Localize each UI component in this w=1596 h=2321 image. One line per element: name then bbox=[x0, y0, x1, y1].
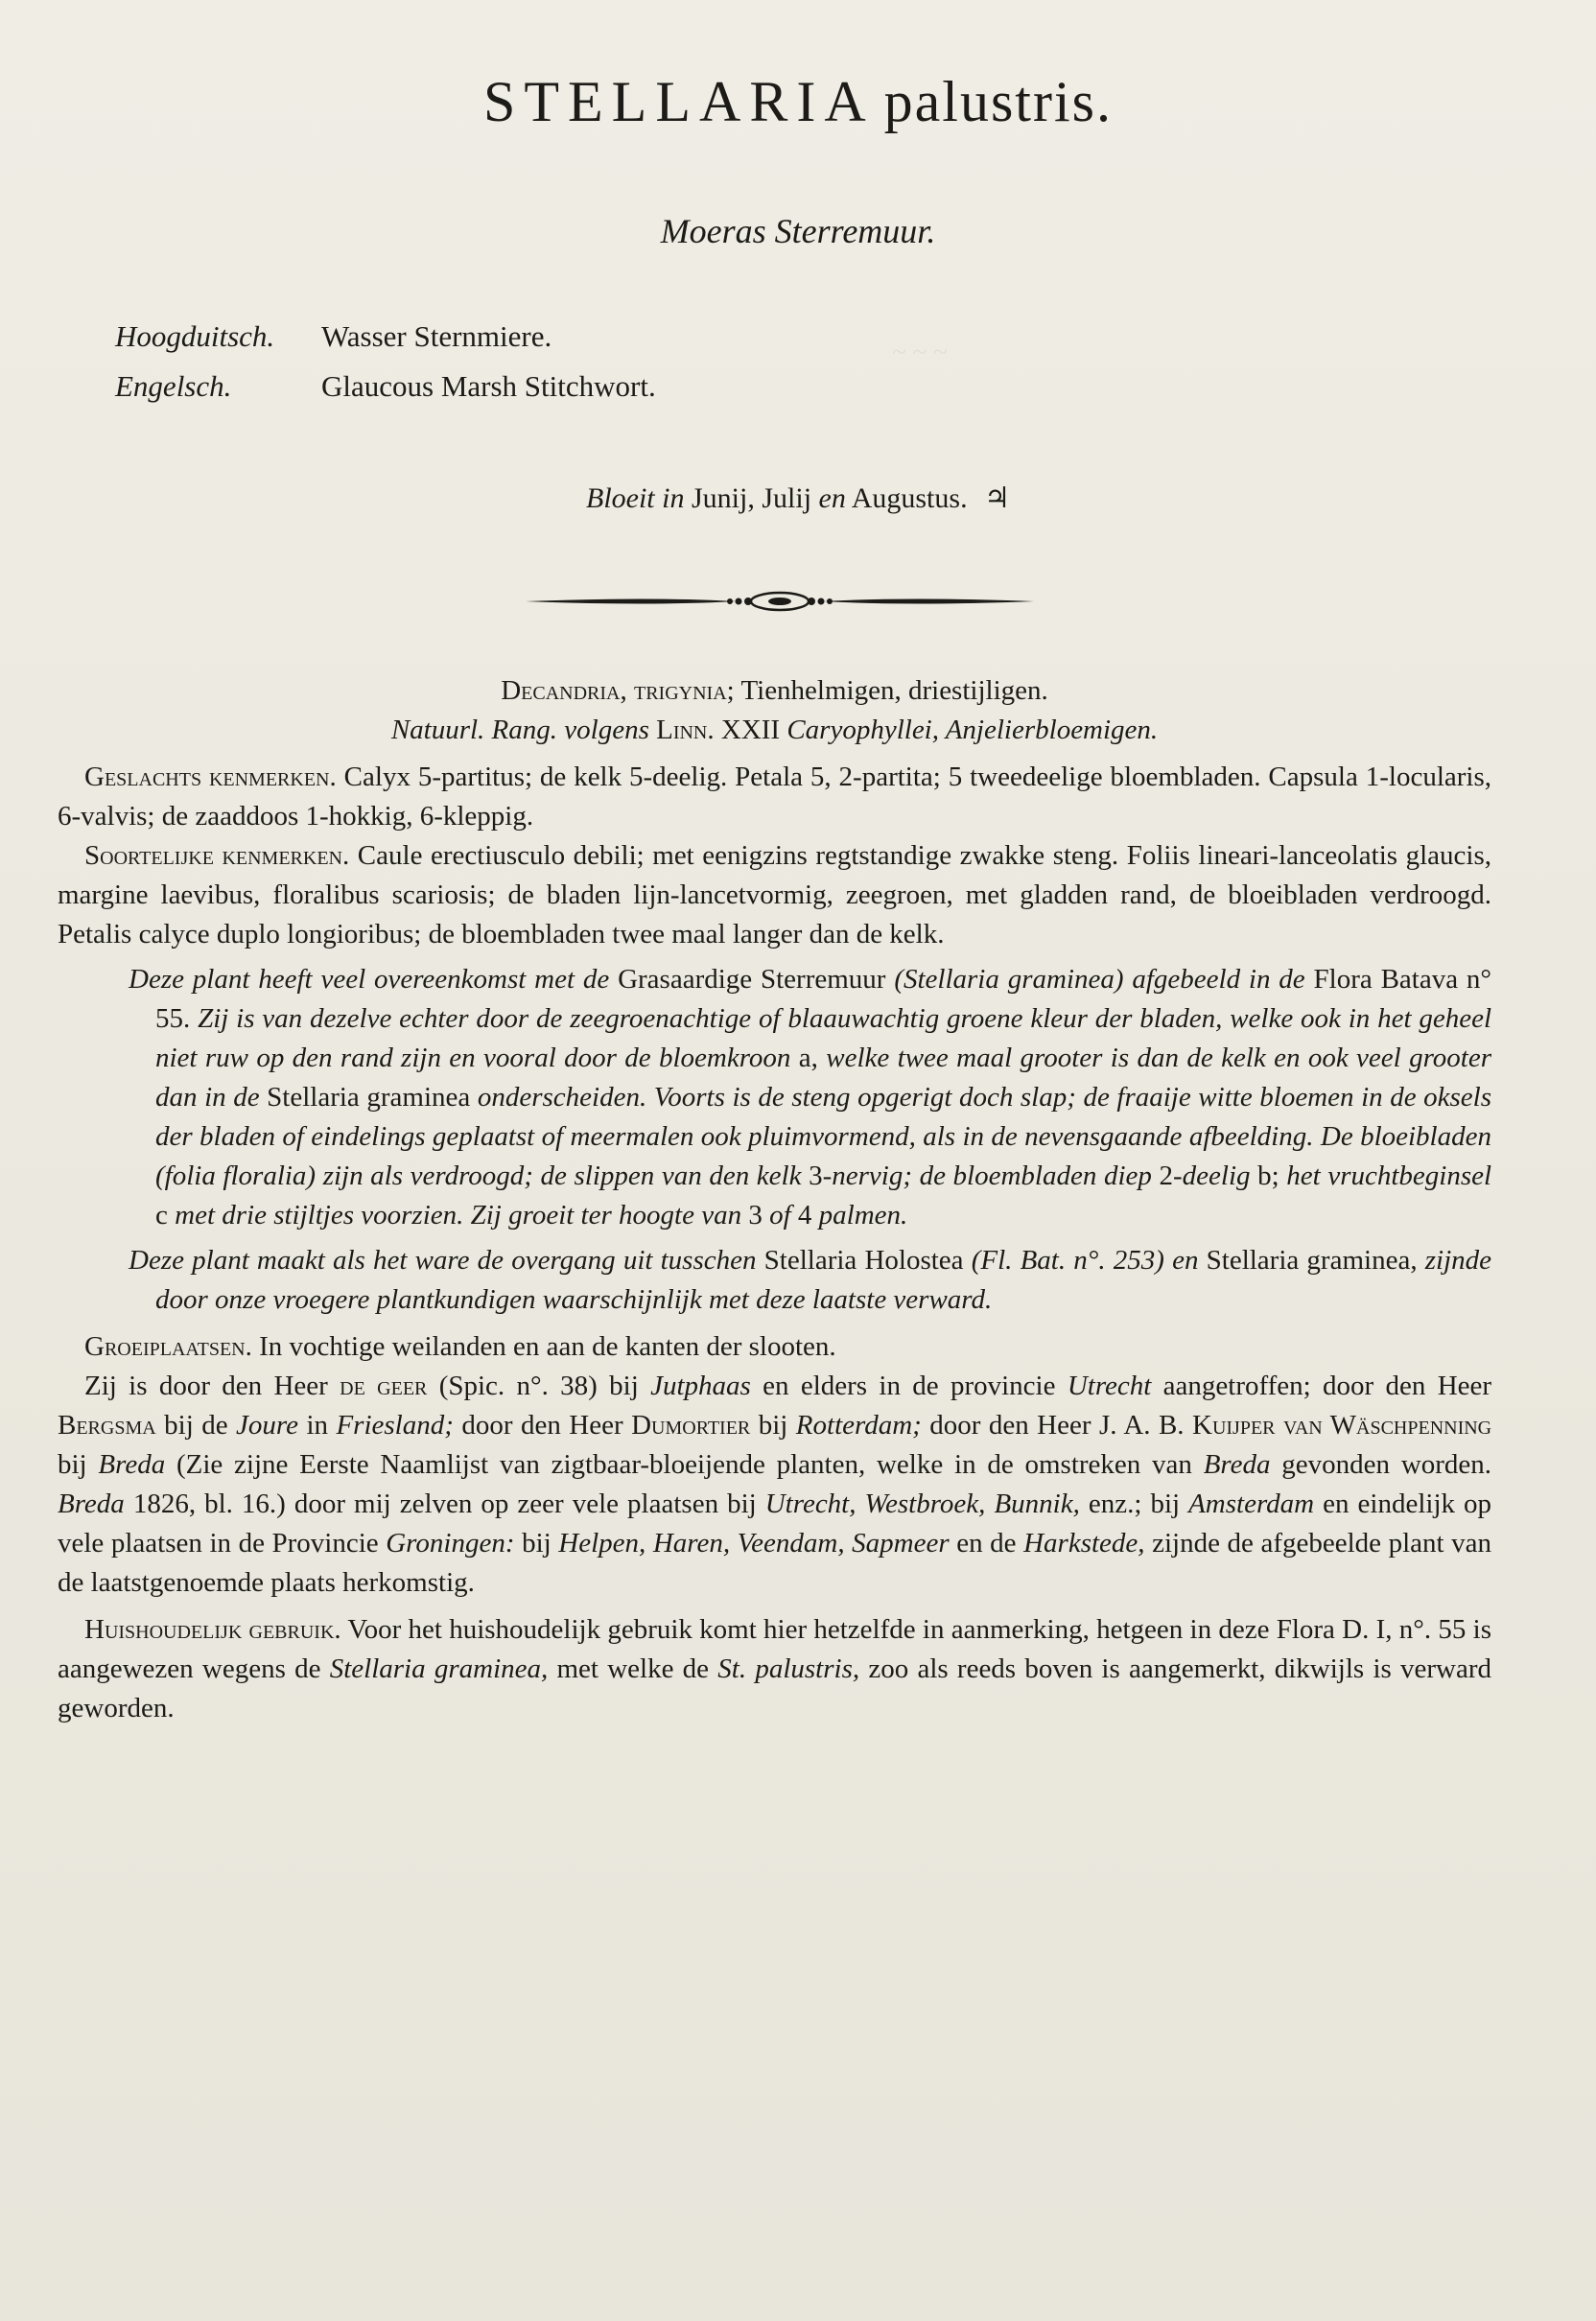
name-value: Wasser Sternmiere. bbox=[321, 319, 552, 353]
classification-line bbox=[58, 671, 1491, 711]
locality-text: door den Heer bbox=[461, 1410, 623, 1441]
bloom-en: en bbox=[818, 482, 846, 514]
natural-order-line bbox=[58, 711, 1491, 750]
note-text: 2 bbox=[1159, 1160, 1173, 1191]
section-text: Calyx 5-partitus; de kelk 5-deelig. Petala 5, 2-partita; 5 tweedeelige bloembladen. Capsula 1-locularis, 6-valvis; de zaaddoos 1-hokkig, 6-kleppig. bbox=[58, 762, 1492, 832]
note-text: Flora Batava n° 55. bbox=[155, 964, 1492, 1034]
bloom-months: Junij, Julij bbox=[692, 482, 812, 514]
place-name: Friesland; bbox=[336, 1410, 454, 1441]
section-text: zoo als reeds boven is aangemerkt, dikwijls is verward geworden. bbox=[58, 1653, 1492, 1723]
person-name: Bergsma bbox=[58, 1410, 156, 1441]
person-name: Kuijper van Wäschpenning bbox=[1192, 1410, 1492, 1441]
note-text: Stellaria graminea, bbox=[1206, 1245, 1418, 1276]
locality-text: 1826, bl. 16.) door mij zelven op zeer vele plaatsen bij bbox=[132, 1489, 757, 1519]
note-text: Grasaardige Sterremuur bbox=[618, 964, 886, 995]
body-text bbox=[58, 671, 1491, 1728]
name-row-english bbox=[115, 362, 656, 411]
common-name: Moeras Sterremuur. bbox=[660, 212, 936, 250]
habitat-paragraph bbox=[58, 1327, 1491, 1367]
note-text: c bbox=[155, 1200, 168, 1231]
section-label: Geslachts kenmerken. bbox=[84, 762, 337, 792]
section-text: met welke de bbox=[556, 1653, 710, 1684]
locality-text: en eindelijk op vele plaatsen in de Provincie bbox=[58, 1489, 1492, 1559]
place-name: Jutphaas bbox=[650, 1371, 751, 1401]
place-name: Utrecht bbox=[1067, 1371, 1152, 1401]
place-name: Rotterdam; bbox=[795, 1410, 922, 1441]
note-text: het vruchtbeginsel bbox=[1286, 1160, 1492, 1191]
order-number: XXII bbox=[720, 715, 781, 745]
place-name: Breda bbox=[98, 1449, 166, 1480]
locality-text: (Spic. n°. 38) bij bbox=[438, 1371, 639, 1401]
locality-text: bij bbox=[522, 1528, 552, 1559]
locality-text: en elders in de provincie bbox=[763, 1371, 1056, 1401]
locality-text: enz.; bij bbox=[1088, 1489, 1181, 1519]
place-name: Breda bbox=[1203, 1449, 1271, 1480]
class-dutch: Tienhelmigen, driestijligen. bbox=[740, 675, 1048, 706]
localities-paragraph bbox=[58, 1367, 1491, 1603]
locality-text: in bbox=[306, 1410, 329, 1441]
species-name: Stellaria graminea, bbox=[329, 1653, 549, 1684]
bloom-months-last: Augustus. bbox=[851, 482, 968, 514]
place-name: Groningen: bbox=[386, 1528, 515, 1559]
note-text: -nervig; de bloembladen diep bbox=[822, 1160, 1152, 1191]
bloom-in: in bbox=[662, 482, 685, 514]
locality-text: door den Heer J. A. B. bbox=[929, 1410, 1185, 1441]
name-language: Engelsch. bbox=[115, 369, 232, 403]
place-name: Utrecht, Westbroek, Bunnik, bbox=[764, 1489, 1080, 1519]
locality-text: aangetroffen; door den Heer bbox=[1162, 1371, 1492, 1401]
note-text: of bbox=[769, 1200, 791, 1231]
locality-text: Zij is door den Heer bbox=[84, 1371, 328, 1401]
section-label: Soortelijke kenmerken. bbox=[84, 840, 350, 871]
flowering-line bbox=[0, 481, 1596, 515]
section-text: Caule erectiusculo debili; met eenigzins regtstandige zwakke steng. Foliis lineari-lanceolatis glaucis, margine laevibus, floralibus scariosis; de bladen lijn-lancetvormig, zeegroen, met gladden rand, de bloeibladen verdroogd. Petalis calyce duplo longioribus; de bloembladen twee maal langer dan de kelk. bbox=[58, 840, 1491, 950]
person-name: de geer bbox=[340, 1371, 428, 1401]
place-name: Amsterdam bbox=[1188, 1489, 1315, 1519]
locality-text: en de bbox=[956, 1528, 1017, 1559]
note-text: Zij is van dezelve echter door de zeegroenachtige of blaauwachtig groene kleur der bladen, welke ook in het geheel niet ruw op den rand zijn en vooral door de bloemkroon bbox=[155, 1003, 1492, 1073]
note-text: Deze plant heeft veel overeenkomst met de bbox=[129, 964, 610, 995]
title-genus: STELLARIA bbox=[483, 70, 875, 133]
note-text: (Stellaria graminea) afgebeeld in de bbox=[894, 964, 1305, 995]
title-species: palustris. bbox=[883, 70, 1113, 133]
species-name: St. palustris, bbox=[717, 1653, 860, 1684]
locality-text: gevonden worden. bbox=[1281, 1449, 1492, 1480]
page-title bbox=[0, 69, 1596, 135]
name-language: Hoogduitsch. bbox=[115, 319, 275, 353]
note-text: Stellaria graminea bbox=[267, 1082, 471, 1113]
locality-text: (Zie zijne Eerste Naamlijst van zigtbaar-bloeijende planten, welke in de omstreken van bbox=[176, 1449, 1192, 1480]
household-use-paragraph bbox=[58, 1610, 1491, 1728]
species-characters bbox=[58, 836, 1491, 954]
bloom-word: Bloeit bbox=[586, 482, 655, 514]
note-text: met drie stijltjes voorzien. Zij groeit ter hoogte van bbox=[175, 1200, 742, 1231]
place-name: Breda bbox=[58, 1489, 125, 1519]
locality-text: bij bbox=[58, 1449, 87, 1480]
locality-text: bij bbox=[758, 1410, 788, 1441]
order-author: Linn. bbox=[656, 715, 715, 745]
note-text: 3 bbox=[748, 1200, 763, 1231]
person-name: Dumortier bbox=[631, 1410, 751, 1441]
bleed-through-text: ~ ~ ~ bbox=[892, 338, 948, 366]
note-text: Deze plant maakt als het ware de overgang uit tusschen bbox=[129, 1245, 757, 1276]
section-label: Huishoudelijk gebruik. bbox=[84, 1614, 341, 1645]
locality-text: zijnde de afgebeelde plant van de laatstgenoemde plaats herkomstig. bbox=[58, 1528, 1492, 1598]
note-text: -deelig bbox=[1173, 1160, 1251, 1191]
note-text: palmen. bbox=[818, 1200, 908, 1231]
section-label: Groeiplaatsen. bbox=[84, 1331, 252, 1362]
order-name: Caryophyllei, Anjelierbloemigen. bbox=[786, 715, 1159, 745]
note-text: b; bbox=[1257, 1160, 1279, 1191]
place-name: Joure bbox=[236, 1410, 298, 1441]
name-row-german bbox=[115, 312, 656, 362]
note-text: a, bbox=[798, 1043, 818, 1073]
vernacular-names bbox=[115, 312, 656, 411]
note-text: (Fl. Bat. n°. 253) en bbox=[971, 1245, 1199, 1276]
note-text: 4 bbox=[797, 1200, 812, 1231]
note-text: 3 bbox=[809, 1160, 823, 1191]
note-text: Stellaria Holostea bbox=[763, 1245, 964, 1276]
note-text: zijnde door onze vroegere plantkundigen waarschijnlijk met deze laatste verward. bbox=[155, 1245, 1492, 1315]
note-text: onderscheiden. Voorts is de steng opgerigt doch slap; de fraaije witte bloemen in de oksels der bladen of eindelings geplaatst of meermalen ook pluimvormend, als in de nevensgaande afbeelding. De bloeibladen (folia floralia) zijn als verdroogd; de slippen van den kelk bbox=[155, 1082, 1492, 1191]
note-text: welke twee maal grooter is dan de kelk en ook veel grooter dan in de bbox=[155, 1043, 1492, 1113]
locality-text: bij de bbox=[164, 1410, 228, 1441]
section-text: In vochtige weilanden en aan de kanten der slooten. bbox=[259, 1331, 836, 1362]
note-paragraph-1 bbox=[58, 960, 1491, 1235]
ornamental-divider bbox=[526, 587, 1034, 616]
class-latin: Decandria, trigynia; bbox=[501, 675, 735, 706]
genus-characters bbox=[58, 758, 1491, 836]
order-prefix: Natuurl. Rang. volgens bbox=[390, 715, 649, 745]
section-text: Voor het huishoudelijk gebruik komt hier hetzelfde in aanmerking, hetgeen in deze Flora D. I, n°. 55 is aangewezen wegens de bbox=[58, 1614, 1491, 1684]
place-name: Helpen, Haren, Veendam, Sapmeer bbox=[558, 1528, 950, 1559]
note-paragraph-2 bbox=[58, 1241, 1491, 1320]
perennial-symbol: ♃ bbox=[984, 482, 1010, 514]
name-value: Glaucous Marsh Stitchwort. bbox=[321, 369, 656, 403]
place-name: Harkstede, bbox=[1023, 1528, 1145, 1559]
